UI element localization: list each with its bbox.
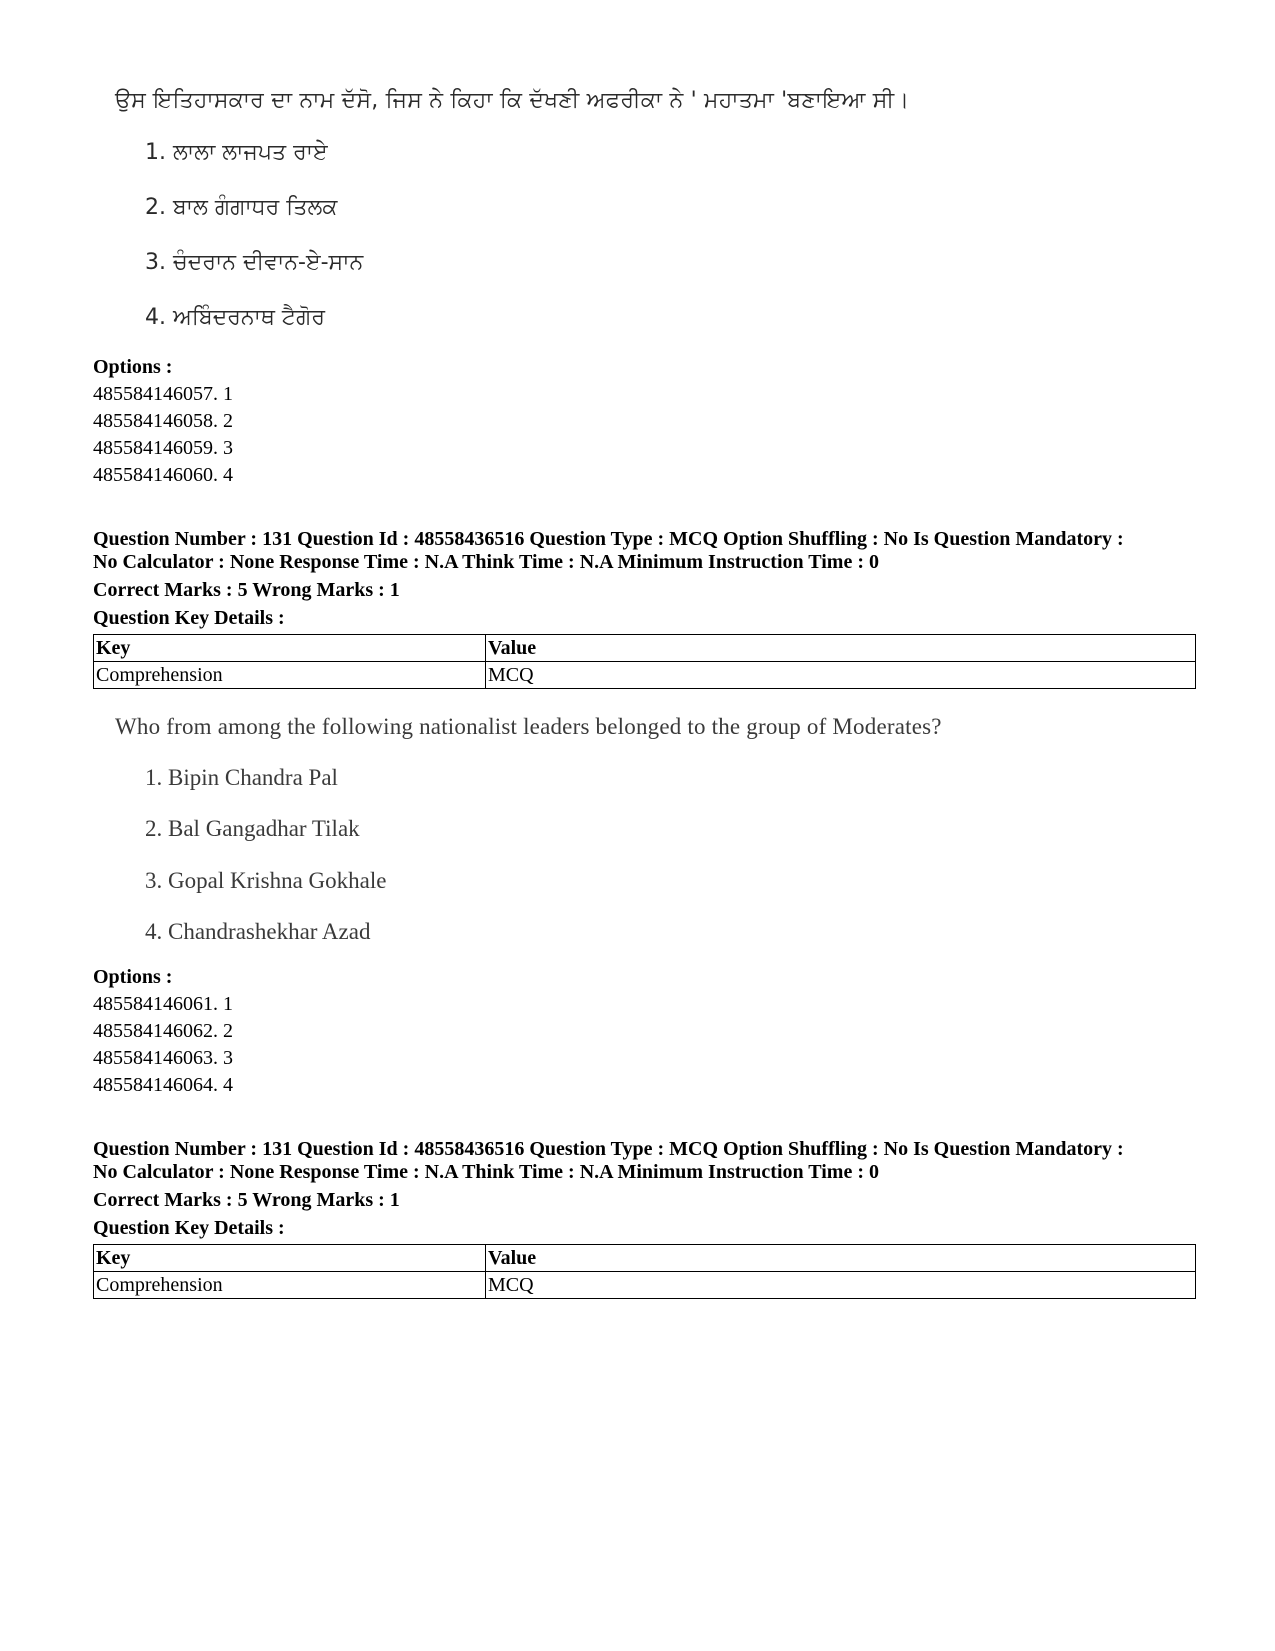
question-text: Who from among the following nationalist leaders belonged to the group of Moderates? (115, 714, 942, 739)
key-details-label: Question Key Details : (93, 1217, 285, 1239)
question-choice: 1. Bipin Chandra Pal (145, 765, 338, 790)
table-header-value: Value (486, 635, 1196, 662)
option-item: 485584146058. 2 (93, 410, 233, 432)
table-cell-key: Comprehension (94, 662, 486, 689)
key-details-table (93, 634, 1196, 689)
table-header-row (94, 1245, 1196, 1272)
table-cell-value: MCQ (486, 1272, 1196, 1299)
question-choice: 1. ਲਾਲਾ ਲਾਜਪਤ ਰਾਏ (145, 140, 328, 165)
key-details-table (93, 1244, 1196, 1299)
table-header-key: Key (94, 1245, 486, 1272)
option-item: 485584146061. 1 (93, 993, 233, 1015)
option-item: 485584146062. 2 (93, 1020, 233, 1042)
table-row (94, 662, 1196, 689)
question-choice: 3. ਚੰਦਰਾਨ ਦੀਵਾਨ-ਏ-ਸਾਨ (145, 250, 364, 275)
question-text: ਉਸ ਇਤਿਹਾਸਕਾਰ ਦਾ ਨਾਮ ਦੱਸੋ, ਜਿਸ ਨੇ ਕਿਹਾ ਕਿ ਦੱਖਣੀ ਅਫਰੀਕਾ ਨੇ ' ਮਹਾਤਮਾ 'ਬਣਾਇਆ ਸੀ। (115, 88, 910, 113)
question-image-punjabi (115, 88, 910, 330)
question-choice: 4. ਅਬਿੰਦਰਨਾਥ ਟੈਗੋਰ (145, 305, 325, 330)
table-header-value: Value (486, 1245, 1196, 1272)
question-meta (93, 527, 1203, 630)
question-choice: 3. Gopal Krishna Gokhale (145, 868, 387, 893)
marks-line: Correct Marks : 5 Wrong Marks : 1 (93, 1189, 400, 1211)
table-cell-key: Comprehension (94, 1272, 486, 1299)
option-item: 485584146064. 4 (93, 1074, 233, 1096)
meta-line: Question Number : 131 Question Id : 48558436516 Question Type : MCQ Option Shuffling : No Is Question Mandatory : (93, 528, 1124, 550)
table-header-key: Key (94, 635, 486, 662)
meta-line: No Calculator : None Response Time : N.A Think Time : N.A Minimum Instruction Time : 0 (93, 551, 879, 573)
question-choice: 2. Bal Gangadhar Tilak (145, 816, 360, 841)
key-details-label: Question Key Details : (93, 607, 285, 629)
option-item: 485584146059. 3 (93, 437, 233, 459)
table-header-row (94, 635, 1196, 662)
option-item: 485584146057. 1 (93, 383, 233, 405)
meta-line: Question Number : 131 Question Id : 48558436516 Question Type : MCQ Option Shuffling : No Is Question Mandatory : (93, 1138, 1124, 1160)
question-meta (93, 1137, 1203, 1240)
meta-line: No Calculator : None Response Time : N.A Think Time : N.A Minimum Instruction Time : 0 (93, 1161, 879, 1183)
options-label: Options : (93, 966, 173, 988)
option-item: 485584146063. 3 (93, 1047, 233, 1069)
option-item: 485584146060. 4 (93, 464, 233, 486)
question-image-english (115, 714, 942, 944)
question-choice: 4. Chandrashekhar Azad (145, 919, 371, 944)
table-row (94, 1272, 1196, 1299)
table-cell-value: MCQ (486, 662, 1196, 689)
question-choice: 2. ਬਾਲ ਗੰਗਾਧਰ ਤਿਲਕ (145, 195, 338, 220)
options-label: Options : (93, 356, 173, 378)
marks-line: Correct Marks : 5 Wrong Marks : 1 (93, 579, 400, 601)
